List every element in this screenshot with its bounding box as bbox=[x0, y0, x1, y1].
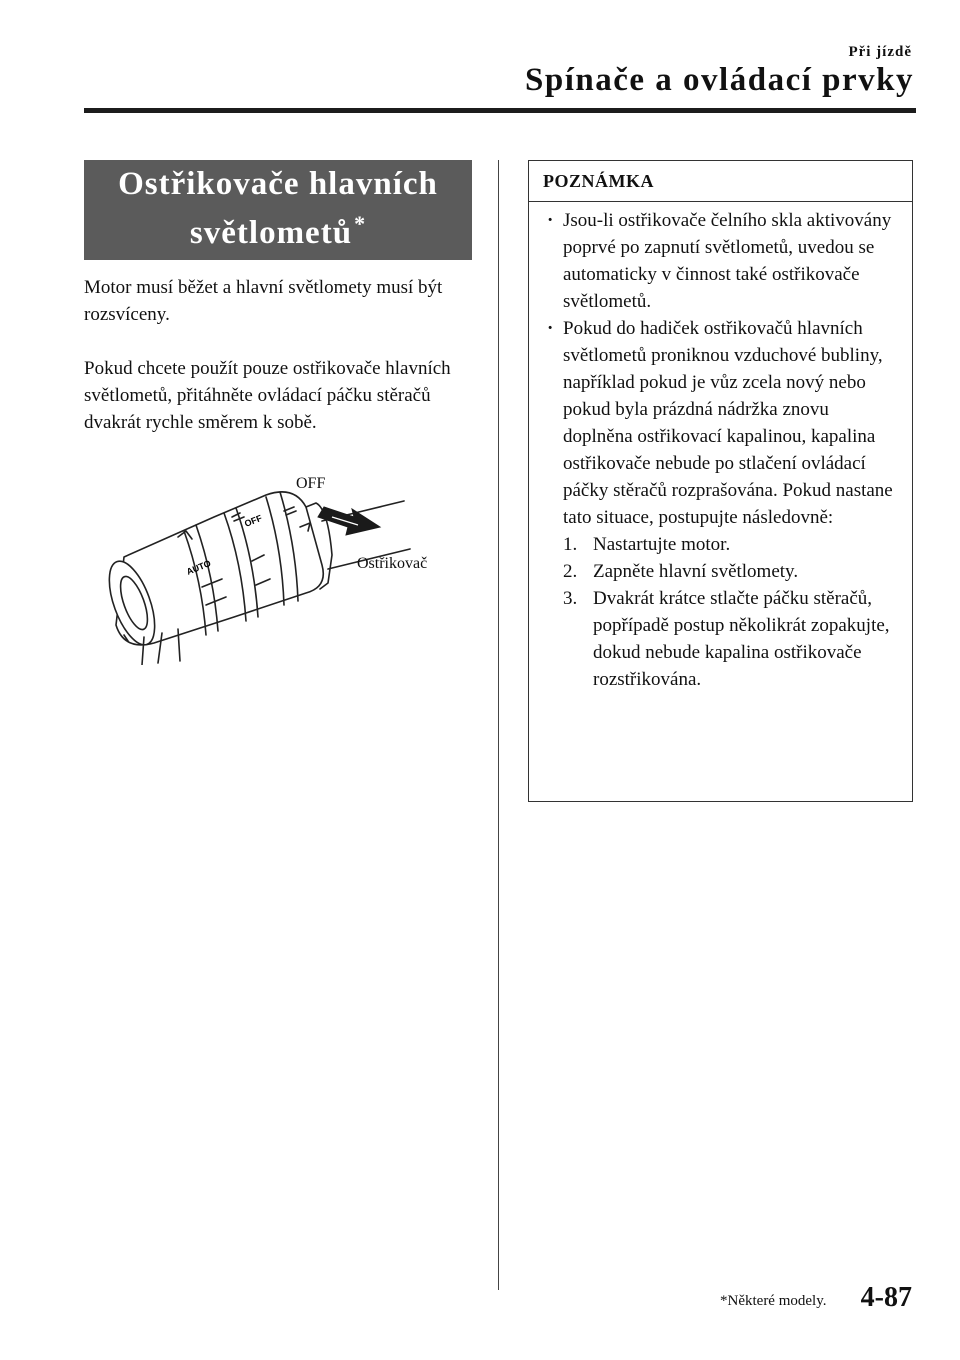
note-step bbox=[545, 558, 902, 585]
note-step bbox=[545, 585, 902, 693]
page-number: 4-87 bbox=[860, 1282, 912, 1313]
label-off: OFF bbox=[296, 475, 326, 492]
left-column bbox=[84, 160, 472, 436]
step-text: Dvakrát krátce stlačte páčku stěračů, popřípadě postup několikrát zopakujte, dokud nebude kapalina ostřikovače rozstřikována. bbox=[593, 588, 890, 690]
paragraph-2: Pokud chcete použít pouze ostřikovače hlavních světlometů, přitáhněte ovládací páčku stěračů dvakrát rychle směrem k sobě. bbox=[84, 358, 451, 433]
note-box bbox=[528, 160, 913, 802]
note-heading: POZNÁMKA bbox=[529, 161, 912, 202]
footnote: *Některé modely. bbox=[720, 1293, 827, 1309]
note-bullet-2: · Pokud do hadiček ostřikovačů hlavních světlometů proniknou vzduchové bubliny, například pokud je vůz zcela nový nebo pokud byla prázdná nádržka znovu doplněna ostřikovací kapalinou, kapalina ostřikovače nebude po stlačení ovládací páčky stěračů rozprašována. Pokud nastane tato situace, postupujte následovně: bbox=[545, 315, 902, 531]
column-divider bbox=[498, 160, 499, 1290]
step-text: Zapněte hlavní světlomety. bbox=[593, 561, 799, 582]
lever-mark-auto: AUTO bbox=[185, 558, 213, 577]
header-rule bbox=[84, 108, 916, 113]
step-number: 1. bbox=[563, 534, 578, 555]
optional-equipment-mark: * bbox=[354, 211, 367, 236]
note-step bbox=[545, 531, 902, 558]
header-title: Spínače a ovládací prvky bbox=[525, 62, 914, 98]
paragraph-1: Motor musí běžet a hlavní světlomety musí být rozsvíceny. bbox=[84, 277, 443, 325]
note-bullet-1: · Jsou-li ostřikovače čelního skla aktivovány poprvé po zapnutí světlometů, uvedou se automaticky v činnost také ostřikovače světlometů. bbox=[545, 207, 902, 315]
section-title-line2 bbox=[84, 204, 472, 253]
label-washer: Ostřikovač bbox=[357, 555, 428, 572]
section-title-line2-text: světlometů bbox=[189, 215, 353, 251]
step-number: 3. bbox=[563, 588, 578, 609]
section-title bbox=[84, 160, 472, 260]
step-text: Nastartujte motor. bbox=[593, 534, 731, 555]
step-number: 2. bbox=[563, 561, 578, 582]
note-steps bbox=[545, 531, 902, 693]
section-title-line1: Ostřikovače hlavních bbox=[118, 166, 438, 202]
wiper-lever-figure bbox=[84, 465, 472, 665]
note-body bbox=[529, 202, 912, 693]
header-section: Při jízdě bbox=[848, 44, 912, 60]
lever-mark-off: OFF bbox=[243, 512, 264, 529]
